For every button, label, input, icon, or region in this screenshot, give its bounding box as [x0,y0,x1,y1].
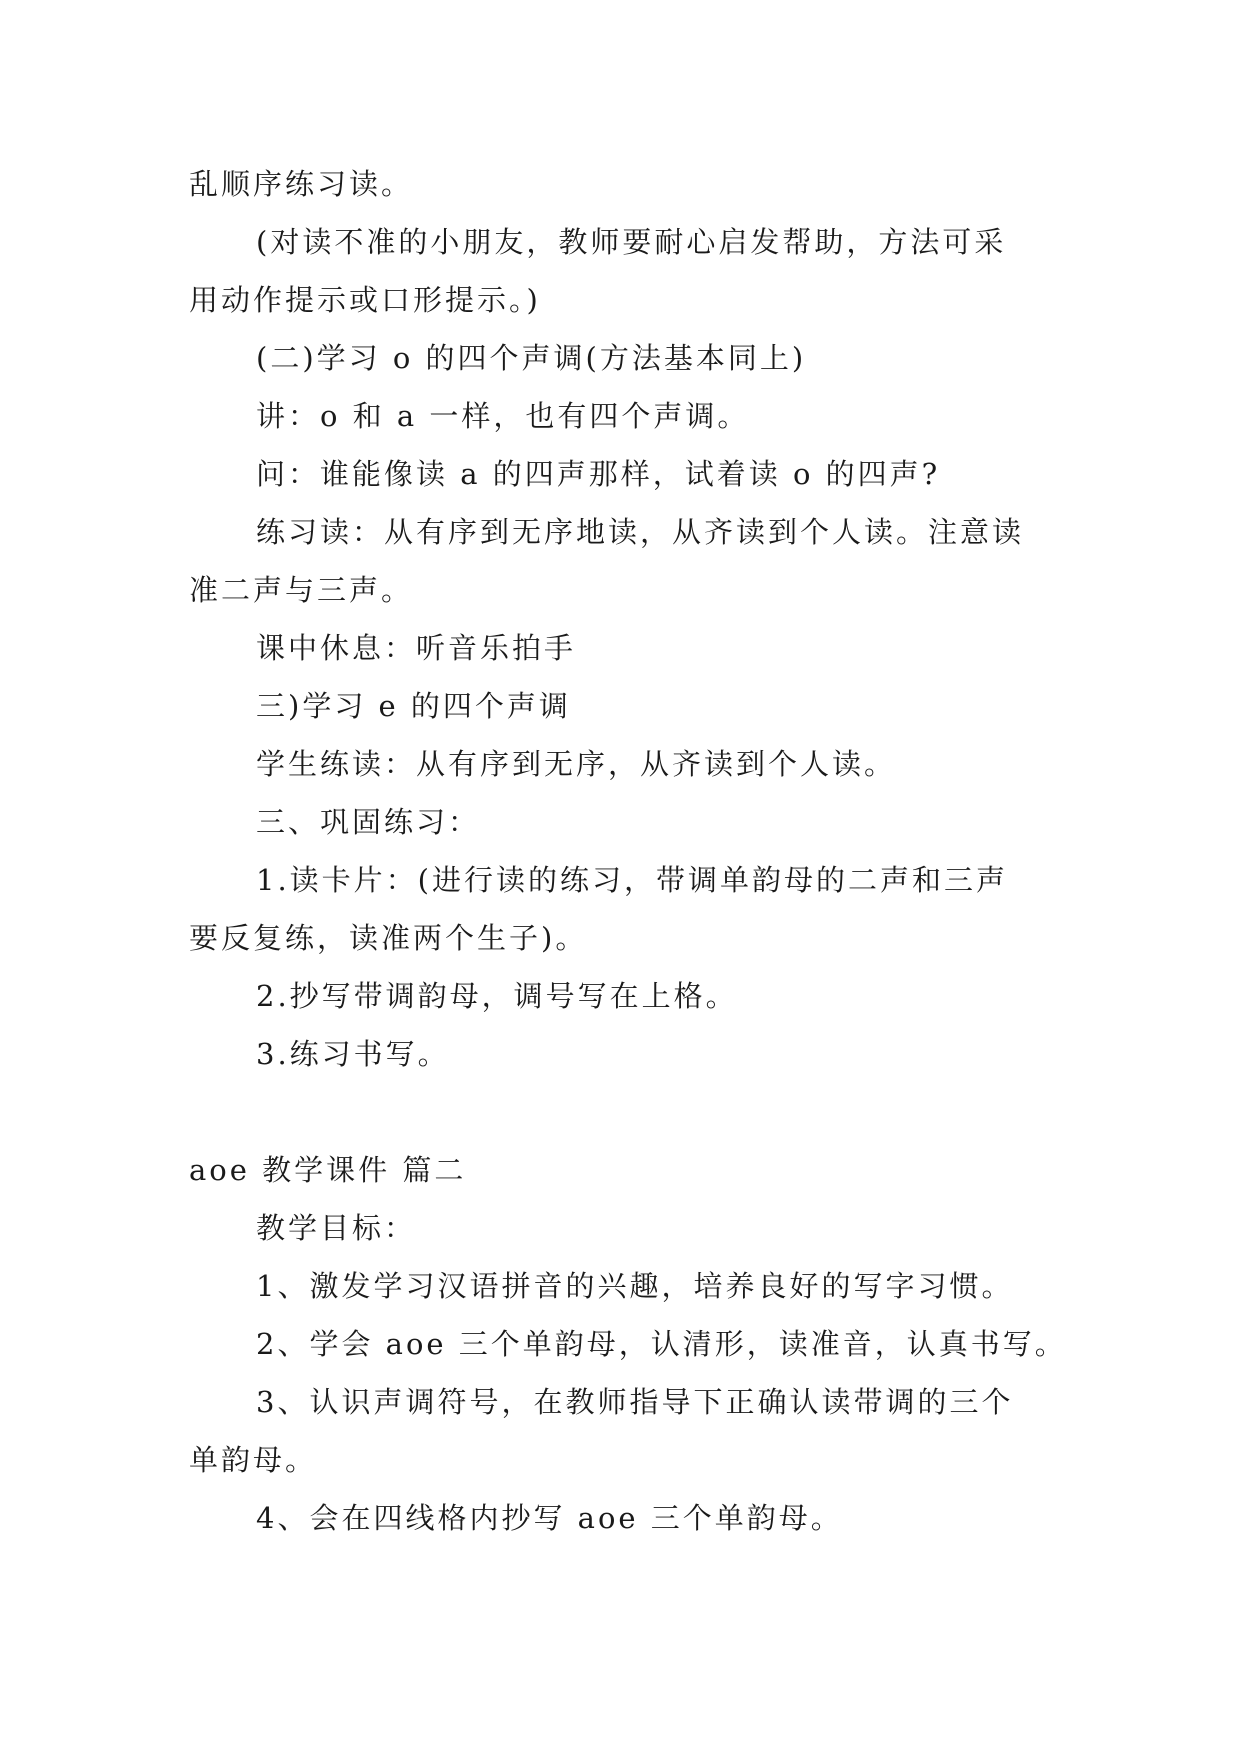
text-line: 乱顺序练习读。 [189,167,414,201]
text-line: 要反复练，读准两个生子)。 [189,921,588,955]
text-line: 3.练习书写。 [256,1037,450,1071]
text-line: 问：谁能像读 a 的四声那样，试着读 o 的四声? [256,457,941,491]
text-line: 1、激发学习汉语拼音的兴趣，培养良好的写字习惯。 [256,1269,1014,1303]
text-line: 单韵母。 [189,1443,318,1477]
text-line: 课中休息：听音乐拍手 [256,631,577,665]
text-line: 学生练读：从有序到无序，从齐读到个人读。 [256,747,897,781]
text-line: 练习读：从有序到无序地读，从齐读到个人读。注意读 [256,515,1025,549]
text-line: (二)学习 o 的四个声调(方法基本同上) [256,341,807,375]
text-line: 准二声与三声。 [189,573,414,607]
text-line: (对读不准的小朋友，教师要耐心启发帮助，方法可采 [256,225,1007,259]
text-line: 讲：o 和 a 一样，也有四个声调。 [256,399,750,433]
text-line: 2、学会 aoe 三个单韵母，认清形，读准音，认真书写。 [256,1327,1067,1361]
text-line: 1.读卡片：(进行读的练习，带调单韵母的二声和三声 [256,863,1008,897]
text-line: 教学目标： [256,1211,417,1245]
text-line: 三、巩固练习： [256,805,481,839]
text-line: 3、认识声调符号，在教师指导下正确认读带调的三个 [256,1385,1014,1419]
text-line: 4、会在四线格内抄写 aoe 三个单韵母。 [256,1501,843,1535]
text-line: 2.抄写带调韵母，调号写在上格。 [256,979,738,1013]
section-heading: aoe 教学课件 篇二 [189,1153,467,1187]
text-line: 三)学习 e 的四个声调 [256,689,571,723]
text-line: 用动作提示或口形提示。) [189,283,541,317]
